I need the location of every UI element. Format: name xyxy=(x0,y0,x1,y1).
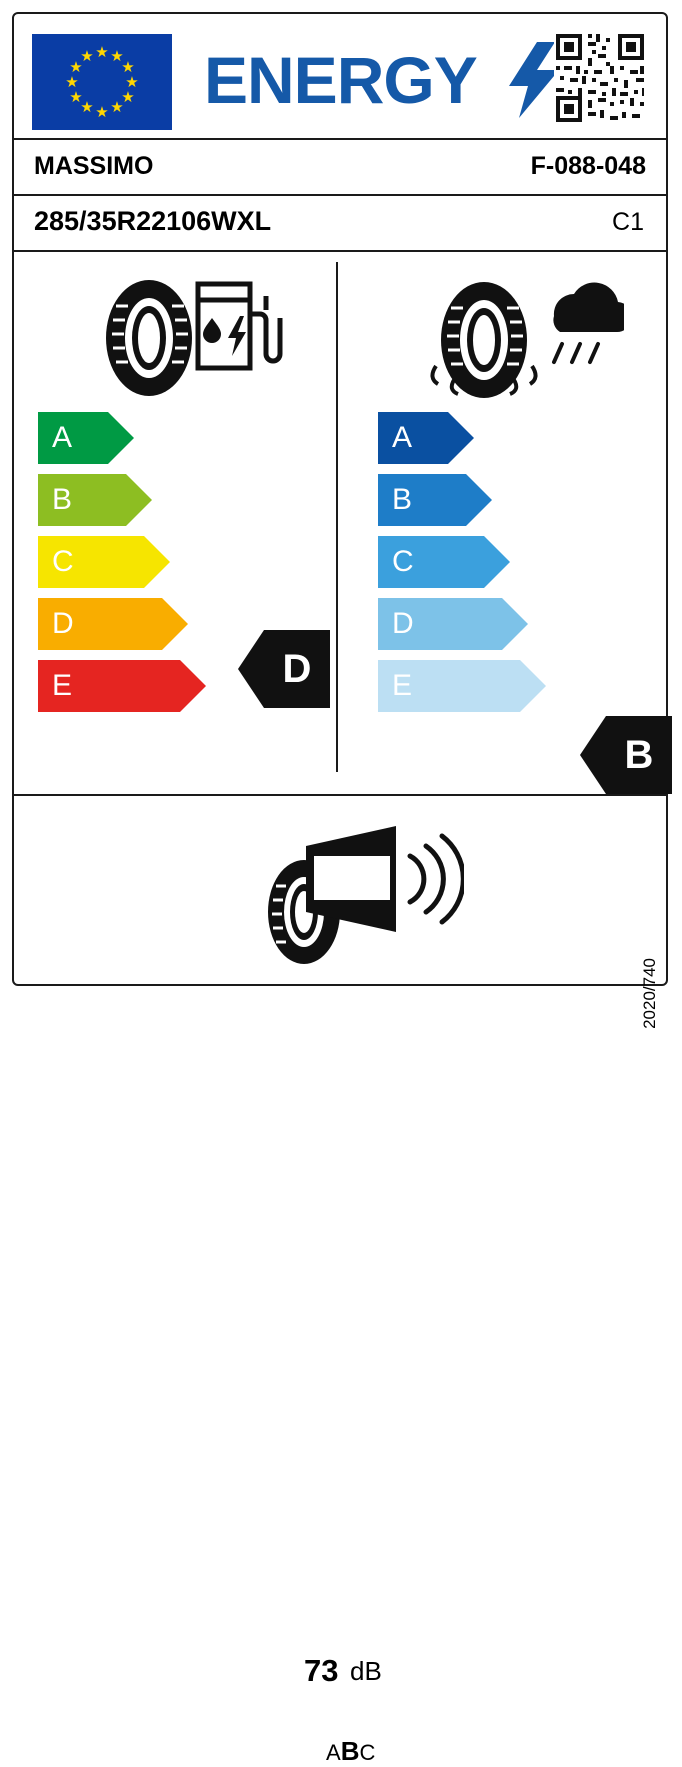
grade-arrow-d xyxy=(38,598,188,650)
brand-row xyxy=(14,140,666,194)
grade-arrow-c xyxy=(378,536,510,588)
tyre-size-row xyxy=(14,196,666,250)
noise-class-a: A xyxy=(326,1740,341,1765)
grade-letter: D xyxy=(392,607,414,640)
grade-letter: D xyxy=(52,607,74,640)
eu-star-icon: ★ xyxy=(65,73,79,91)
page-title: ENERGY xyxy=(204,43,477,117)
model-code: F-088-048 xyxy=(530,152,646,180)
grade-letter: B xyxy=(52,483,73,516)
eu-star-icon: ★ xyxy=(69,88,83,106)
eu-star-icon: ★ xyxy=(69,58,83,76)
noise-class-b: B xyxy=(340,1736,360,1766)
eu-star-icon: ★ xyxy=(121,88,135,106)
rain-cloud-icon xyxy=(553,283,624,362)
lightning-bolt-icon xyxy=(509,42,559,118)
wet-rating-value: B xyxy=(624,733,654,777)
grade-arrow-e xyxy=(38,660,206,712)
brand-name: MASSIMO xyxy=(34,152,154,180)
grade-arrow-b xyxy=(38,474,152,526)
speaker-icon xyxy=(306,826,463,932)
eu-star-icon: ★ xyxy=(80,99,94,117)
eu-star-icon: ★ xyxy=(80,47,94,65)
wet-grip-scale xyxy=(378,412,546,722)
noise-db-value: 73 xyxy=(304,1653,339,1688)
grade-letter: C xyxy=(52,545,74,578)
energy-label-card xyxy=(12,12,668,1766)
tyre-size: 285/35R22106WXL xyxy=(34,206,272,236)
noise-pictogram xyxy=(244,824,464,974)
wet-grip-pictogram xyxy=(414,270,624,400)
qr-code-icon xyxy=(554,32,646,124)
grade-arrow-b xyxy=(378,474,492,526)
eu-star-icon: ★ xyxy=(110,99,124,117)
grade-arrow-e xyxy=(378,660,546,712)
grade-arrow-a xyxy=(38,412,134,464)
grade-letter: E xyxy=(392,669,413,702)
eu-flag-icon xyxy=(32,34,172,130)
fuel-efficiency-rating-badge xyxy=(238,630,330,708)
label-header xyxy=(14,14,666,138)
fuel-efficiency-pictogram xyxy=(94,270,284,400)
grade-arrow-c xyxy=(38,536,170,588)
grade-arrow-a xyxy=(378,412,474,464)
grade-letter: B xyxy=(392,483,413,516)
tyre-icon xyxy=(106,280,192,396)
wet-grip-rating-badge xyxy=(580,716,672,794)
divider-noise xyxy=(14,794,666,796)
eu-star-icon: ★ xyxy=(95,43,109,61)
eu-star-icon: ★ xyxy=(95,103,109,121)
grade-letter: A xyxy=(392,421,413,454)
grade-arrow-d xyxy=(378,598,528,650)
grade-letter: E xyxy=(52,669,73,702)
fuel-rating-value: D xyxy=(282,647,312,691)
fuel-efficiency-scale xyxy=(38,412,206,722)
eu-star-icon: ★ xyxy=(110,47,124,65)
noise-db-unit: dB xyxy=(350,1656,382,1686)
regulation-reference: 2020/740 xyxy=(640,958,659,1029)
grade-letter: C xyxy=(392,545,414,578)
grades-area xyxy=(14,252,666,792)
eu-star-icon: ★ xyxy=(121,58,135,76)
noise-class-c: C xyxy=(359,1740,376,1765)
eu-star-icon: ★ xyxy=(125,73,139,91)
tyre-wet-icon xyxy=(432,282,535,398)
noise-class-scale xyxy=(326,1736,375,1767)
divider-vertical xyxy=(336,262,338,772)
tyre-class: C1 xyxy=(612,208,644,236)
grade-letter: A xyxy=(52,421,73,454)
